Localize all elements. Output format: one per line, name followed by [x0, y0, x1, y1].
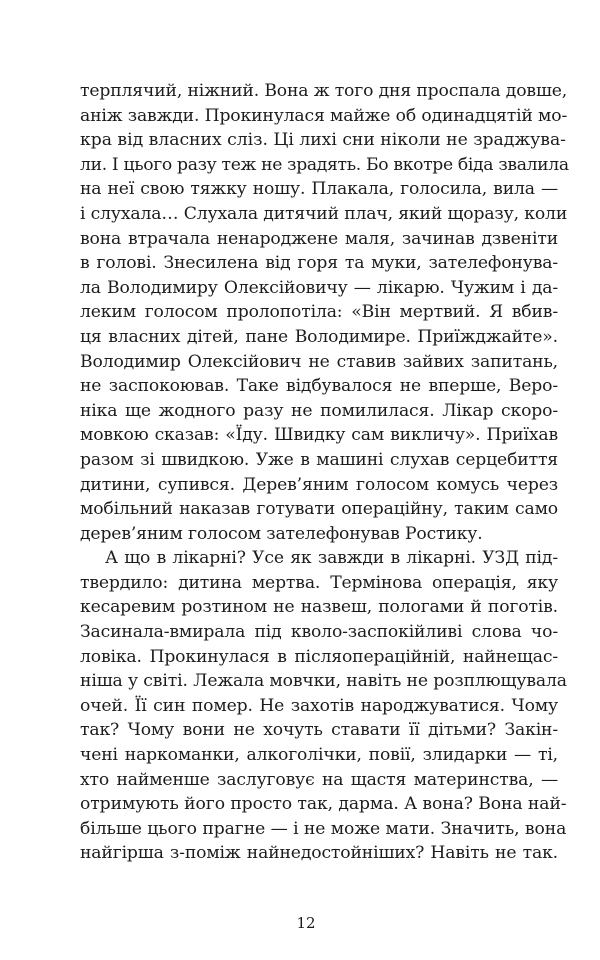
- text-line: так? Чому вони не хочуть ставати її дітьми? Закін-: [80, 720, 558, 741]
- text-line: кесаревим розтином не назвеш, пологами й поготів.: [80, 597, 558, 618]
- paragraph-2: [80, 546, 567, 866]
- text-line: в голові. Знесилена від горя та муки, зателефонува-: [80, 253, 558, 274]
- text-line: разом зі швидкою. Уже в машині слухав серцебиття: [80, 449, 558, 470]
- text-line: аніж завжди. Прокинулася майже об одинадцятій мо-: [80, 105, 568, 126]
- text-line: отримують його просто так, дарма. А вона? Вона най-: [80, 794, 567, 815]
- text-line: терплячий, ніжний. Вона ж того дня проспала довше,: [80, 81, 568, 101]
- book-page-body: [80, 79, 569, 866]
- text-line: дитини, супився. Дерев’яним голосом комусь через: [80, 474, 558, 495]
- text-line: мобільний наказав готувати операційну, таким само: [80, 499, 558, 520]
- text-line: ніка ще жодного разу не помилилася. Лікар скоро-: [80, 400, 558, 421]
- text-line: мовкою сказав: «Їду. Швидку сам викличу». Приїхав: [80, 425, 558, 446]
- text-line: очей. Її син помер. Не захотів народжуватися. Чому: [80, 695, 558, 716]
- text-line: вона втрачала ненароджене маля, зачинав дзвеніти: [80, 228, 558, 249]
- text-line: чені наркоманки, алкоголічки, повії, злидарки — ті,: [80, 745, 558, 766]
- text-line: ця власних дітей, пане Володимире. Приїжджайте».: [80, 326, 558, 347]
- page-number: 12: [296, 914, 316, 932]
- text-line: на неї свою тяжку ношу. Плакала, голосила, вила —: [80, 179, 558, 200]
- text-line: Засинала-вмирала під кволо-заспокійливі слова чо-: [80, 622, 558, 643]
- text-line: ла Володимиру Олексійовичу — лікарю. Чужим і да-: [80, 277, 558, 298]
- text-line: найгірша з-поміж найнедостойніших? Навіть не так.: [80, 843, 558, 864]
- text-line: А що в лікарні? Усе як завжди в лікарні. УЗД під-: [105, 548, 558, 569]
- text-line: і слухала… Слухала дитячий плач, який щоразу, коли: [80, 203, 568, 224]
- text-line: дерев’яним голосом зателефонував Ростику.: [80, 523, 483, 544]
- paragraph-1: [80, 79, 569, 546]
- text-line: Володимир Олексійович не ставив зайвих запитань,: [80, 351, 558, 372]
- text-line: хто найменше заслуговує на щастя материнства, —: [80, 769, 558, 790]
- text-line: кра від власних сліз. Ці лихі сни ніколи не зраджува-: [80, 130, 566, 151]
- text-line: леким голосом пролопотіла: «Він мертвий. Я вбив-: [80, 302, 558, 323]
- text-line: ніша у світі. Лежала мовчки, навіть не розплющувала: [80, 671, 567, 692]
- text-line: більше цього прагне — і не може мати. Значить, вона: [80, 818, 567, 839]
- text-line: не заспокоював. Таке відбувалося не вперше, Веро-: [80, 376, 558, 397]
- text-line: ловіка. Прокинулася в післяопераційній, найнещас-: [80, 646, 558, 667]
- text-line: твердило: дитина мертва. Термінова операція, яку: [80, 572, 558, 593]
- text-line: ли. І цього разу теж не зрадять. Бо вкотре біда звалила: [80, 154, 569, 175]
